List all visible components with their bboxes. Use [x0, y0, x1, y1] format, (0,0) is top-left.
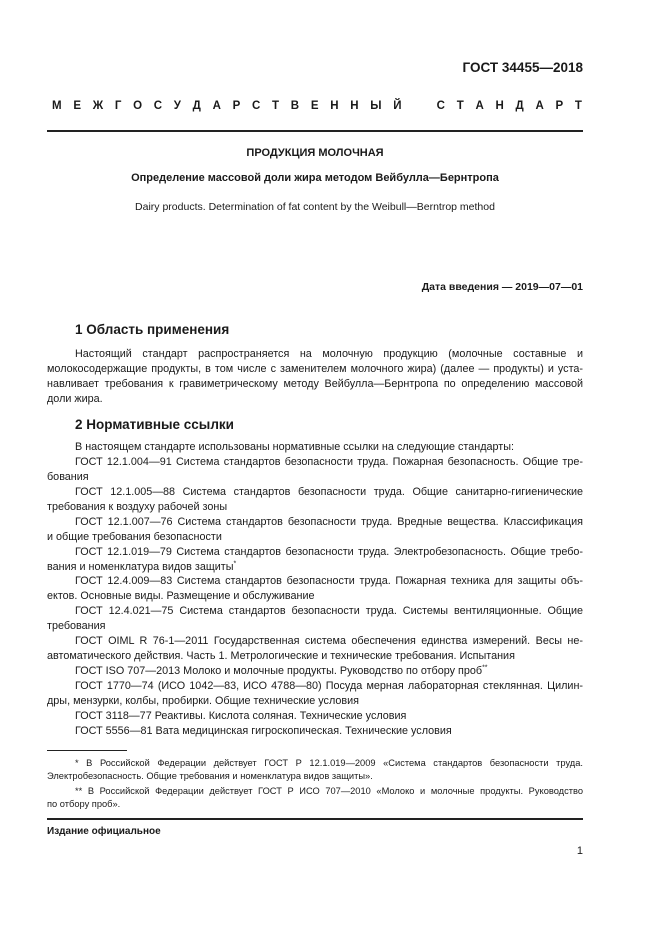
banner-letter: О	[133, 100, 143, 112]
standard-code: ГОСТ 34455—2018	[462, 60, 583, 75]
text-line	[47, 560, 583, 575]
text-line	[47, 709, 583, 724]
line-text: молокосодержащие продукты, в том числе с заменителем молочного жира) (далее — продукты) и уста-	[47, 362, 583, 375]
line-text: ГОСТ 1770—74 (ИСО 1042—83, ИСО 4788—80) Посуда мерная лабораторная стеклянная. Цилин-	[75, 680, 583, 692]
section-1-heading: 1 Область применения	[75, 322, 230, 337]
banner-letter: Ы	[370, 100, 382, 112]
banner-letter: Н	[330, 100, 339, 112]
banner-letter: Н	[495, 100, 504, 112]
text-line	[47, 589, 583, 604]
text-line	[47, 362, 583, 377]
line-text: по отбору проб».	[47, 798, 121, 809]
text-line	[47, 470, 583, 485]
banner-letter: С	[252, 100, 261, 112]
banner-letter: А	[535, 100, 544, 112]
footnote-rule	[47, 750, 127, 751]
text-line	[47, 347, 583, 362]
text-line	[47, 634, 583, 649]
line-text: ГОСТ 12.1.005—88 Система стандартов безопасности труда. Общие санитарно-гигиенические	[75, 485, 583, 498]
banner-letter: Д	[515, 100, 524, 112]
text-line	[47, 545, 583, 560]
line-text: ГОСТ OIML R 76-1—2011 Государственная система обеспечения единства измерений. Весы не-	[75, 635, 583, 648]
line-text: доли жира.	[47, 392, 103, 405]
line-text: ГОСТ 12.4.009—83 Система стандартов безопасности труда. Пожарная техника для защиты объ-	[75, 575, 583, 588]
document-subtitle: Определение массовой доли жира методом Вейбулла—Бернтропа	[131, 172, 499, 184]
banner-letter: Е	[310, 100, 319, 112]
interstate-standard-banner	[52, 100, 582, 112]
line-text: требования к воздуху рабочей зоны	[47, 500, 228, 513]
line-text: ГОСТ 12.1.007—76 Система стандартов безопасности труда. Вредные вещества. Классификация	[75, 515, 583, 528]
line-text: навливает требования к гравиметрическому методу Вейбулла—Бернтропа по определению массовой	[47, 377, 583, 390]
line-text: * В Российской Федерации действует ГОСТ Р 12.1.019—2009 «Система стандартов безопасности труда.	[75, 758, 583, 768]
line-text: В настоящем стандарте использованы нормативные ссылки на следующие стандарты:	[75, 441, 514, 453]
document-title: ПРОДУКЦИЯ МОЛОЧНАЯ	[246, 147, 384, 159]
banner-letter: Ж	[92, 100, 104, 112]
line-text: ГОСТ 3118—77 Реактивы. Кислота соляная. Технические условия	[75, 709, 407, 722]
banner-letter: А	[475, 100, 484, 112]
line-text: бования	[47, 470, 89, 483]
section-2-body	[47, 440, 583, 739]
text-line	[47, 530, 583, 545]
line-text: ** В Российской Федерации действует ГОСТ Р ИСО 707—2010 «Молоко и молочные продукты. Руководство	[75, 786, 583, 796]
text-line	[47, 574, 583, 589]
banner-letter: В	[290, 100, 300, 112]
line-text: автоматического действия. Часть 1. Метрологические и технические требования. Испытания	[47, 650, 515, 663]
line-text: Электробезопасность. Общие требования и номенклатура видов защиты».	[47, 770, 373, 781]
section-1-body	[47, 347, 583, 407]
banner-letter: У	[173, 100, 181, 112]
line-text: ектов. Основные виды. Размещение и обслуживание	[47, 590, 315, 603]
text-line	[47, 604, 583, 619]
text-line	[47, 679, 583, 694]
text-line	[47, 515, 583, 530]
banner-letter: Г	[114, 100, 122, 112]
line-text: ГОСТ 12.1.004—91 Система стандартов безопасности труда. Пожарная безопасность. Общие тре-	[75, 455, 583, 468]
text-line	[47, 392, 583, 407]
line-text: и общие требования безопасности	[47, 530, 222, 543]
banner-letter: С	[436, 100, 445, 112]
line-text: ГОСТ 12.1.019—79 Система стандартов безопасности труда. Электробезопасность. Общие требо-	[75, 545, 583, 558]
text-line	[47, 619, 583, 634]
footer-rule	[47, 818, 583, 820]
text-line	[47, 377, 583, 392]
english-title: Dairy products. Determination of fat content by the Weibull—Berntrop method	[135, 201, 495, 213]
banner-letter: Й	[393, 100, 402, 112]
banner-letter: Т	[456, 100, 464, 112]
banner-letter: А	[212, 100, 221, 112]
text-line	[47, 757, 583, 770]
text-line	[47, 664, 583, 679]
banner-letter: Т	[272, 100, 280, 112]
line-text: вания и номенклатура видов защиты	[47, 560, 234, 573]
line-text: ГОСТ ISO 707—2013 Молоко и молочные продукты. Руководство по отбору проб	[75, 665, 483, 678]
text-line	[47, 440, 583, 455]
text-line	[47, 694, 583, 709]
banner-letter: Т	[574, 100, 582, 112]
text-line	[47, 649, 583, 664]
text-line	[47, 500, 583, 515]
banner-letter: Д	[192, 100, 201, 112]
official-edition-label: Издание официальное	[47, 826, 161, 837]
banner-letter: Р	[555, 100, 564, 112]
header-rule	[47, 130, 583, 132]
line-text: ГОСТ 12.4.021—75 Система стандартов безопасности труда. Системы вентиляционные. Общие	[75, 605, 583, 618]
banner-letter: Р	[232, 100, 241, 112]
banner-letter: Е	[73, 100, 81, 112]
text-line	[47, 770, 583, 783]
line-text: дры, мензурки, колбы, пробирки. Общие технические условия	[47, 694, 359, 707]
line-text: требования	[47, 620, 106, 633]
text-line	[47, 485, 583, 500]
introduction-date: Дата введения — 2019—07—01	[421, 281, 583, 293]
text-line	[47, 455, 583, 470]
text-line	[47, 785, 583, 798]
footnotes	[47, 757, 583, 810]
banner-letter: М	[52, 100, 62, 112]
footnote-marker[interactable]: *	[233, 559, 237, 567]
text-line	[47, 724, 583, 739]
line-text: ГОСТ 5556—81 Вата медицинская гигроскопическая. Технические условия	[75, 724, 452, 737]
text-line	[47, 798, 583, 811]
section-2-heading: 2 Нормативные ссылки	[75, 417, 234, 432]
banner-letter: Н	[350, 100, 359, 112]
line-text: Настоящий стандарт распространяется на молочную продукцию (молочные составные и	[75, 348, 583, 360]
page-number: 1	[576, 845, 583, 857]
banner-letter: С	[153, 100, 163, 112]
footnote-marker[interactable]: **	[482, 664, 488, 672]
